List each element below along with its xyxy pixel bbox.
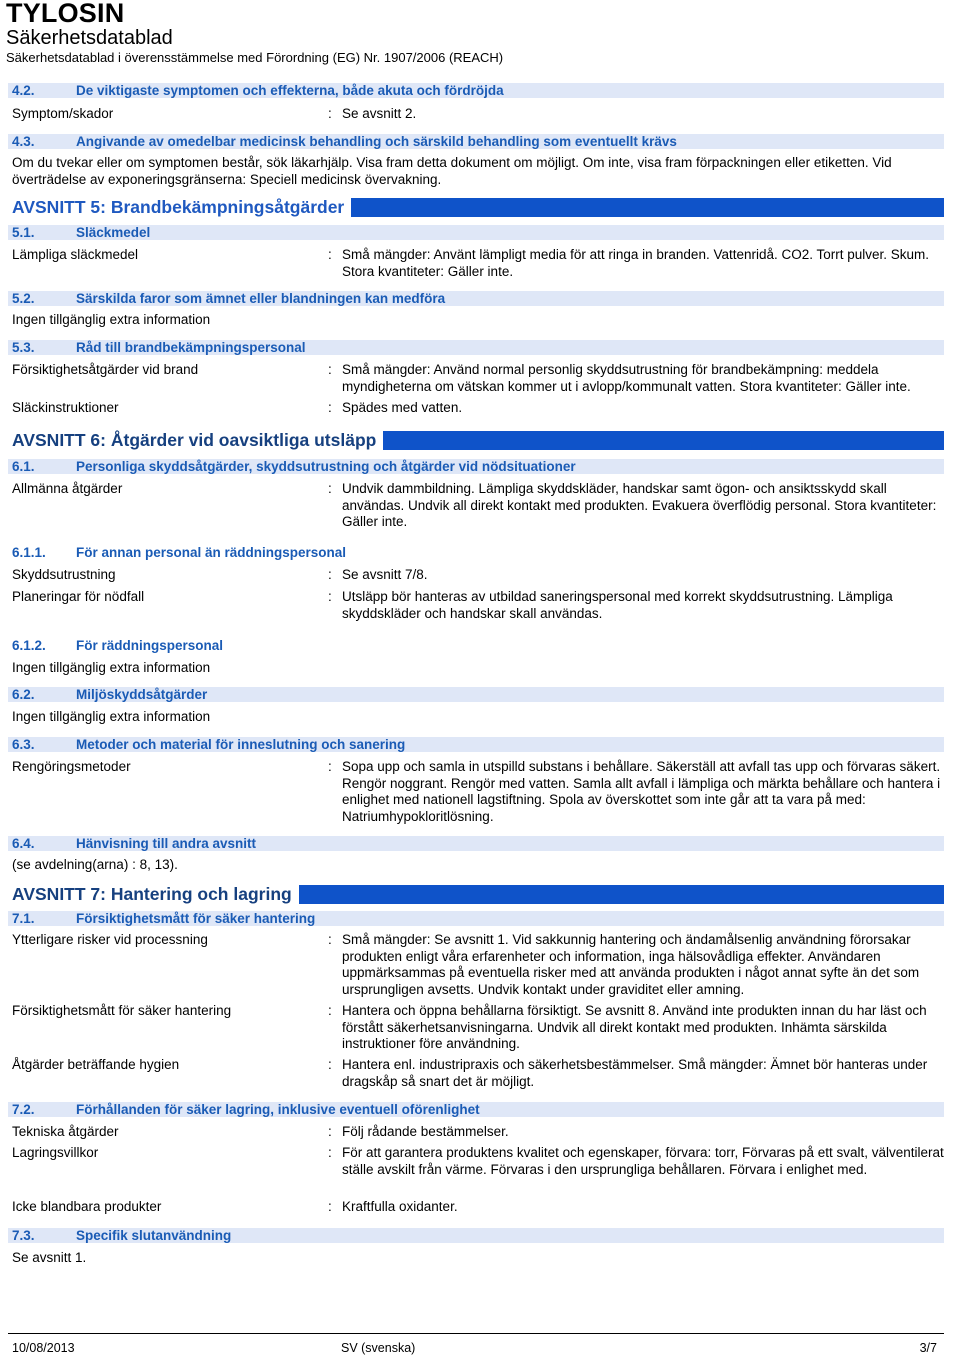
paragraph: Ingen tillgänglig extra information <box>12 709 211 724</box>
field-value: Följ rådande bestämmelser. <box>342 1124 509 1139</box>
subsection-4-2-heading: 4.2. De viktigaste symptomen och effekterna, både akuta och fördröjda <box>12 83 507 98</box>
footer-page-number: 3/7 <box>919 1341 937 1355</box>
field-label: Skyddsutrustning <box>12 567 116 582</box>
subsection-7-1-heading: 7.1. Försiktighetsmått för säker hantering <box>12 911 318 926</box>
field-value: För att garantera produktens kvalitet och egenskaper, förvara: torr, Förvaras på ett svalt, välventilerat ställe avskilt från värme. Förvaras i den ursprungliga behållaren. Förvara i enlighet med. <box>342 1145 944 1177</box>
subsection-6-3-heading: 6.3. Metoder och material för inneslutning och sanering <box>12 737 408 752</box>
field-label: Försiktighetsåtgärder vid brand <box>12 362 199 377</box>
field-value: Se avsnitt 2. <box>342 106 417 121</box>
section-5-heading: AVSNITT 5: Brandbekämpningsåtgärder <box>8 197 351 218</box>
field-value: Hantera enl. industripraxis och säkerhetsbestämmelser. Små mängder: Ämnet bör hanteras under dragskåp så snart det är möjligt. <box>342 1057 928 1089</box>
document-subtitle: Säkerhetsdatablad i överensstämmelse med Förordning (EG) Nr. 1907/2006 (REACH) <box>6 50 504 65</box>
subsection-5-3-heading: 5.3. Råd till brandbekämpningspersonal <box>12 340 309 355</box>
field-label: Tekniska åtgärder <box>12 1124 119 1139</box>
field-label: Ytterligare risker vid processning <box>12 932 208 947</box>
field-value: Sopa upp och samla in utspilld substans i behållare. Säkerställ att avfall tas upp och förvaras säkert. Rengör noggrant. Rengör med vatten. Samla allt avfall i lämpliga och märkta behållare och hantera i enlighet med nationell lagstiftning. Spola av överskottet som inte går att ta vara på med: Natriumhypokloritlösning. <box>342 759 941 824</box>
field-value: Kraftfulla oxidanter. <box>342 1199 458 1214</box>
document-header <box>6 0 503 66</box>
document-title: Säkerhetsdatablad <box>6 27 173 49</box>
field-label: Allmänna åtgärder <box>12 481 123 496</box>
subsection-7-3-heading: 7.3. Specifik slutanvändning <box>12 1228 234 1243</box>
section-7-heading: AVSNITT 7: Hantering och lagring <box>8 884 299 905</box>
field-label: Rengöringsmetoder <box>12 759 131 774</box>
field-value: Utsläpp bör hanteras av utbildad saneringspersonal med korrekt skyddsutrustning. Lämpliga skyddskläder och handskar skall användas. <box>342 589 893 621</box>
field-label: Planeringar för nödfall <box>12 589 145 604</box>
subsection-6-4-heading: 6.4. Hänvisning till andra avsnitt <box>12 836 259 851</box>
subsection-6-1-1-heading: 6.1.1. För annan personal än räddningspersonal <box>12 545 349 560</box>
footer-date: 10/08/2013 <box>12 1341 75 1355</box>
section-6-heading: AVSNITT 6: Åtgärder vid oavsiktliga utsläpp <box>8 430 383 451</box>
footer-divider <box>8 1333 944 1334</box>
field-label: Lämpliga släckmedel <box>12 247 139 262</box>
field-value: Små mängder: Använd normal personlig skyddsutrustning för brandbekämpning: meddela myndigheterna om vätskan kommer ut i avlopp/kommunalt vatten. Stora kvantiteter: Gäller inte. <box>342 362 911 394</box>
subsection-7-2-heading: 7.2. Förhållanden för säker lagring, inklusive eventuell oförenlighet <box>12 1102 483 1117</box>
subsection-6-2-heading: 6.2. Miljöskyddsåtgärder <box>12 687 210 702</box>
subsection-4-3-heading: 4.3. Angivande av omedelbar medicinsk behandling och särskild behandling som eventuellt krävs <box>12 134 680 149</box>
field-label: Symptom/skador <box>12 106 114 121</box>
field-label: Släckinstruktioner <box>12 400 119 415</box>
subsection-6-1-heading: 6.1. Personliga skyddsåtgärder, skyddsutrustning och åtgärder vid nödsituationer <box>12 459 579 474</box>
paragraph: Se avsnitt 1. <box>12 1250 87 1265</box>
paragraph: (se avdelning(arna) : 8, 13). <box>12 857 178 872</box>
field-value: Små mängder: Använt lämpligt media för att ringa in branden. Vattenridå. CO2. Torrt pulver. Skum. Stora kvantiteter: Gäller inte. <box>342 247 930 279</box>
field-label: Lagringsvillkor <box>12 1145 99 1160</box>
field-value: Hantera och öppna behållarna försiktigt. Se avsnitt 8. Använd inte produkten innan du har läst och förstått säkerhetsanvisningarna. Undvik all direkt kontakt med produkten. Inhämta särskilda instruktioner före användning. <box>342 1003 927 1051</box>
subsection-6-1-2-heading: 6.1.2. För räddningspersonal <box>12 638 226 653</box>
field-label: Icke blandbara produkter <box>12 1199 162 1214</box>
field-value: Små mängder: Se avsnitt 1. Vid sakkunnig hantering och ändamålsenlig användning förorsakar produkten enligt våra erfarenheter och information, inga hälsovådliga effekter. Användaren uppmärksammas på eventuella risker med att använda produkten i något annat syfte än det som ursprungligen avsetts. Undvik kontakt under graviditet eller amning. <box>342 932 920 997</box>
paragraph: Ingen tillgänglig extra information <box>12 660 211 675</box>
field-label: Åtgärder beträffande hygien <box>12 1057 180 1072</box>
field-value: Undvik dammbildning. Lämpliga skyddskläder, handskar samt ögon- och ansiktsskydd skall användas. Undvik all direkt kontakt med produkten. Evakuera överflödig personal. Stora kvantiteter: Gäller inte. <box>342 481 937 529</box>
footer-language: SV (svenska) <box>341 1341 416 1355</box>
paragraph: Ingen tillgänglig extra information <box>12 312 211 327</box>
field-value: Spädes med vatten. <box>342 400 463 415</box>
subsection-5-2-heading: 5.2. Särskilda faror som ämnet eller blandningen kan medföra <box>12 291 448 306</box>
paragraph: Om du tvekar eller om symptomen består, sök läkarhjälp. Visa fram detta dokument om möjligt. Om inte, visa fram förpackningen eller etiketten. Vid överträdelse av exponeringsgränserna: Speciell medicinsk övervakning. <box>12 155 892 187</box>
product-name: TYLOSIN <box>6 0 125 28</box>
field-label: Försiktighetsmått för säker hantering <box>12 1003 232 1018</box>
subsection-5-1-heading: 5.1. Släckmedel <box>12 225 153 240</box>
field-value: Se avsnitt 7/8. <box>342 567 428 582</box>
